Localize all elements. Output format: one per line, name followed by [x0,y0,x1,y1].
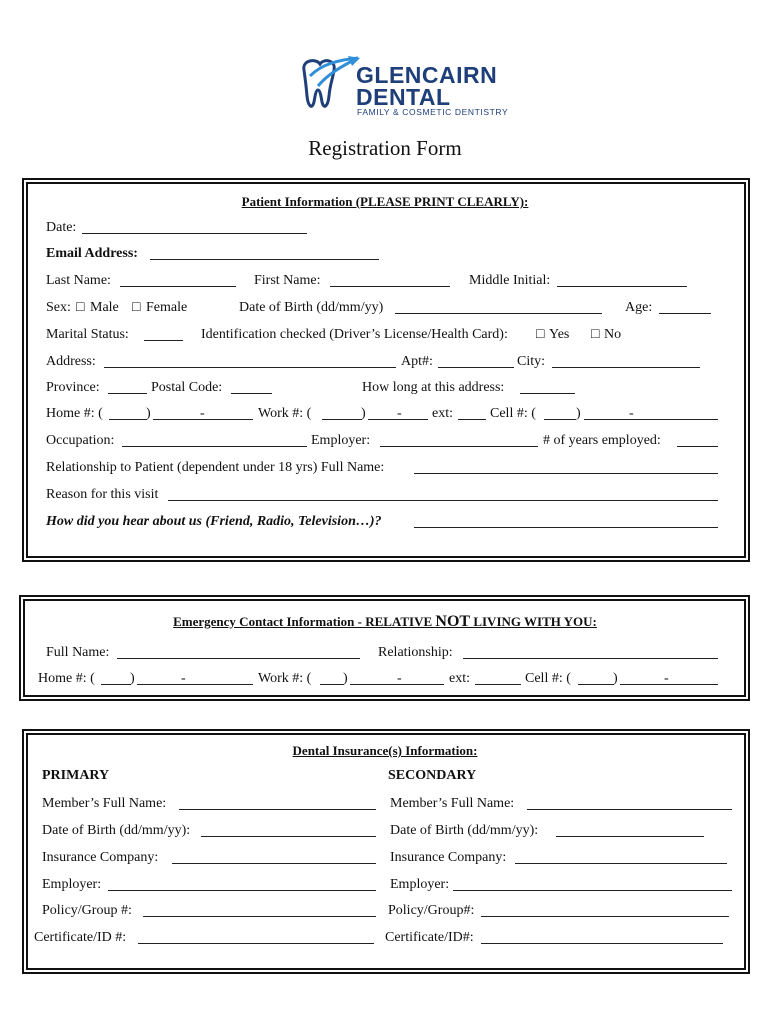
dob-field[interactable] [395,313,602,314]
dob-label: Date of Birth (dd/mm/yy) [239,300,384,315]
postal-code-field[interactable] [231,393,272,394]
middle-initial-field[interactable] [557,286,687,287]
secondary-member-field[interactable] [527,809,732,810]
cell-phone-label: Cell #: ( [490,406,536,421]
age-label: Age: [625,300,653,315]
reason-field[interactable] [168,500,718,501]
work-paren-close: ) [361,406,366,421]
years-employed-field[interactable] [677,446,718,447]
city-field[interactable] [552,367,700,368]
primary-heading: PRIMARY [42,768,110,783]
province-field[interactable] [108,393,147,394]
logo [296,56,511,120]
secondary-company-label: Insurance Company: [390,850,507,865]
emergency-ext-field[interactable] [475,684,521,685]
form-title: Registration Form [308,136,462,160]
emergency-cell-paren: ) [613,671,618,686]
primary-company-field[interactable] [172,863,376,864]
primary-cert-field[interactable] [138,943,374,944]
primary-policy-label: Policy/Group #: [42,903,132,918]
emergency-cell-number-field[interactable] [620,684,718,685]
emergency-home-area-field[interactable] [101,684,131,685]
apt-label: Apt#: [401,354,433,369]
logo-tagline: FAMILY & COSMETIC DENTISTRY [357,107,509,117]
secondary-employer-label: Employer: [390,877,450,892]
postal-code-label: Postal Code: [151,380,223,395]
male-label: Male [90,300,119,315]
emergency-heading-not: NOT [435,613,471,630]
sex-label: Sex: [46,300,71,315]
emergency-home-paren: ) [130,671,135,686]
hear-about-field[interactable] [414,527,718,528]
primary-cert-label: Certificate/ID #: [34,930,127,945]
relationship-label: Relationship to Patient (dependent under 18 yrs) Full Name: [46,460,385,475]
secondary-company-field[interactable] [515,863,727,864]
how-long-field[interactable] [520,393,575,394]
occupation-field[interactable] [122,446,307,447]
last-name-field[interactable] [120,286,236,287]
secondary-employer-field[interactable] [453,890,732,891]
work-dash: - [397,406,402,421]
primary-employer-label: Employer: [42,877,102,892]
first-name-field[interactable] [330,286,450,287]
id-yes-label: Yes [549,327,570,342]
emergency-ext-label: ext: [449,671,470,686]
city-label: City: [517,354,546,369]
age-field[interactable] [659,313,711,314]
last-name-label: Last Name: [46,273,111,288]
patient-info-heading: Patient Information (PLEASE PRINT CLEARLY): [241,194,529,209]
relationship-field[interactable] [414,473,718,474]
marital-status-field[interactable] [144,340,183,341]
tooth-logo-icon [296,56,362,116]
primary-dob-label: Date of Birth (dd/mm/yy): [42,823,191,838]
emergency-full-name-label: Full Name: [46,645,110,660]
home-dash: - [200,406,205,421]
secondary-member-label: Member’s Full Name: [390,796,515,811]
male-checkbox[interactable]: □ [76,300,85,315]
reason-label: Reason for this visit [46,487,159,502]
home-area-code-field[interactable] [109,419,147,420]
emergency-work-dash: - [397,671,402,686]
primary-policy-field[interactable] [143,916,376,917]
id-no-label: No [604,327,622,342]
secondary-dob-field[interactable] [556,836,704,837]
employer-field[interactable] [380,446,538,447]
emergency-relationship-field[interactable] [463,658,718,659]
cell-dash: - [629,406,634,421]
years-employed-label: # of years employed: [543,433,661,448]
address-field[interactable] [104,367,396,368]
emergency-relationship-label: Relationship: [378,645,453,660]
female-label: Female [146,300,188,315]
secondary-policy-label: Policy/Group#: [388,903,475,918]
middle-initial-label: Middle Initial: [469,273,551,288]
emergency-home-label: Home #: ( [38,671,95,686]
id-no-checkbox[interactable]: □ [591,327,600,342]
hear-about-label: How did you hear about us (Friend, Radio, Television…)? [46,514,382,529]
how-long-label: How long at this address: [362,380,505,395]
marital-status-label: Marital Status: [46,327,129,342]
emergency-heading [0,614,770,630]
cell-area-code-field[interactable] [544,419,576,420]
emergency-full-name-field[interactable] [117,658,360,659]
emergency-home-dash: - [181,671,186,686]
cell-paren-close: ) [576,406,581,421]
logo-name-line1: GLENCAIRN [356,62,498,88]
date-label: Date: [46,220,77,235]
address-label: Address: [46,354,96,369]
id-yes-checkbox[interactable]: □ [536,327,545,342]
primary-member-label: Member’s Full Name: [42,796,167,811]
email-label: Email Address: [46,246,138,261]
emergency-cell-label: Cell #: ( [525,671,571,686]
logo-name-line2: DENTAL [356,84,451,110]
emergency-work-paren: ) [343,671,348,686]
emergency-cell-dash: - [664,671,669,686]
secondary-cert-label: Certificate/ID#: [385,930,474,945]
first-name-label: First Name: [254,273,321,288]
province-label: Province: [46,380,100,395]
home-paren-close: ) [146,406,151,421]
emergency-heading-pre: Emergency Contact Information - RELATIVE [173,614,436,629]
date-field[interactable] [82,233,307,234]
emergency-home-number-field[interactable] [137,684,253,685]
emergency-heading-post: LIVING WITH YOU: [470,614,597,629]
home-phone-label: Home #: ( [46,406,103,421]
emergency-work-area-field[interactable] [320,684,344,685]
ext-field[interactable] [458,419,486,420]
apt-field[interactable] [438,367,514,368]
occupation-label: Occupation: [46,433,115,448]
emergency-cell-area-field[interactable] [578,684,614,685]
ext-label: ext: [432,406,453,421]
secondary-cert-field[interactable] [481,943,723,944]
primary-member-field[interactable] [179,809,376,810]
email-field[interactable] [150,259,379,260]
work-area-code-field[interactable] [322,419,362,420]
employer-label: Employer: [311,433,371,448]
cell-number-field[interactable] [584,419,718,420]
primary-employer-field[interactable] [108,890,376,891]
secondary-dob-label: Date of Birth (dd/mm/yy): [390,823,539,838]
secondary-heading: SECONDARY [388,768,477,783]
emergency-work-label: Work #: ( [258,671,312,686]
primary-dob-field[interactable] [201,836,376,837]
female-checkbox[interactable]: □ [132,300,141,315]
secondary-policy-field[interactable] [481,916,729,917]
work-phone-label: Work #: ( [258,406,312,421]
insurance-heading: Dental Insurance(s) Information: [292,743,478,758]
primary-company-label: Insurance Company: [42,850,159,865]
id-checked-label: Identification checked (Driver’s License/Health Card): [201,327,508,342]
